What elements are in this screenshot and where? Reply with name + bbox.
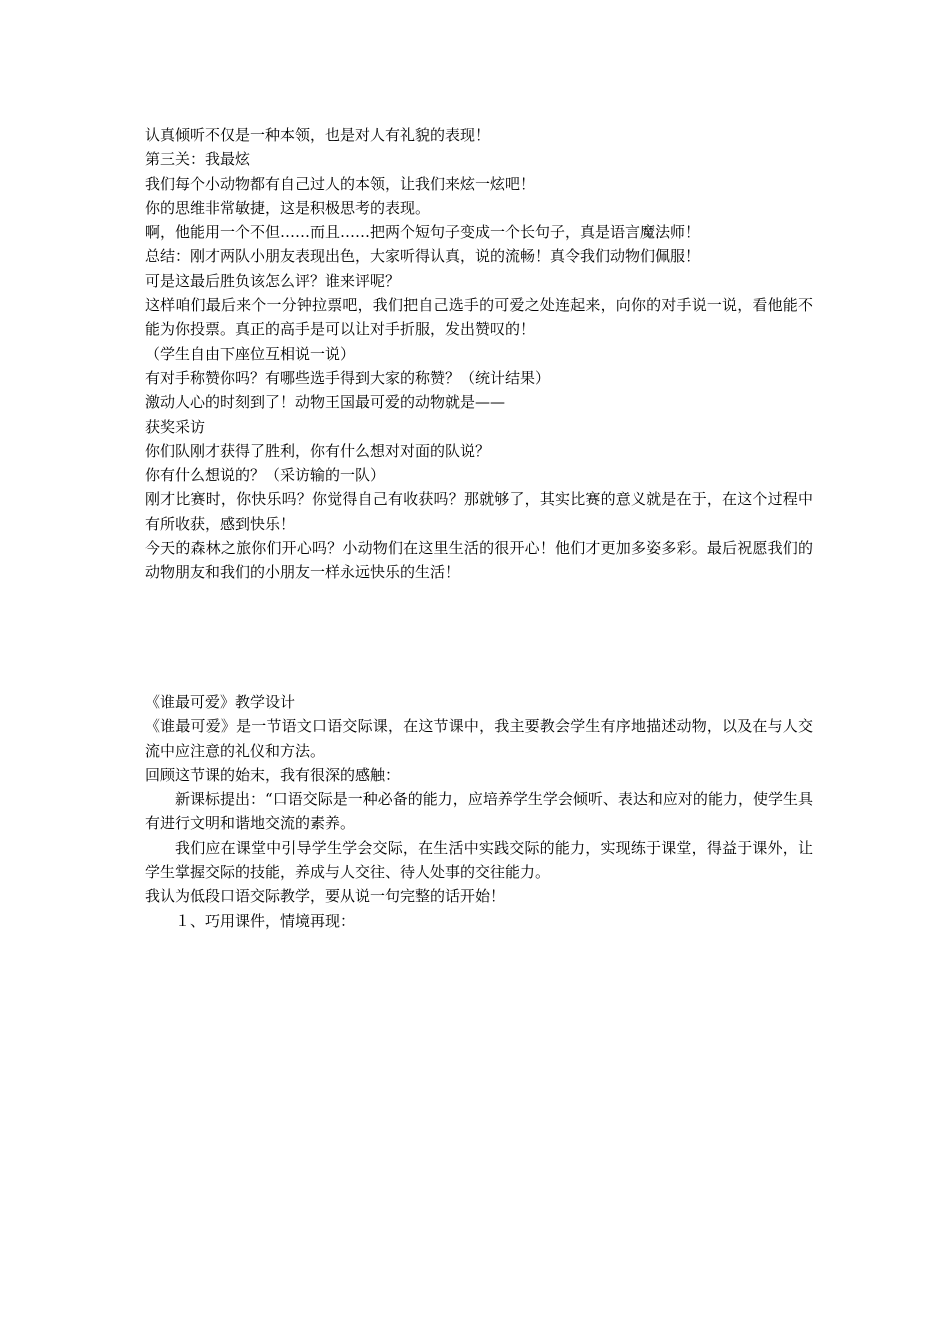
text-line: （学生自由下座位互相说一说） [145,344,356,363]
text-line: 可是这最后胜负该怎么评？谁来评呢？ [145,271,401,290]
numbered-item: １、巧用课件，情境再现： [175,911,356,930]
opinion-line: 我认为低段口语交际教学，要从说一句完整的话开始！ [145,887,506,906]
text-line: 我们每个小动物都有自己过人的本领，让我们来炫一炫吧！ [145,174,536,193]
text-line: 啊，他能用一个不但……而且……把两个短句子变成一个长句子，真是语言魔法师！ [145,223,701,242]
text-line: 有对手称赞你吗？有哪些选手得到大家的称赞？（统计结果） [145,368,551,387]
review-line: 回顾这节课的始末，我有很深的感触： [145,765,401,784]
text-paragraph: 这样咱们最后来个一分钟拉票吧，我们把自己选手的可爱之处连起来，向你的对手说一说，看他能不能为你投票。真正的高手是可以让对手折服，发出赞叹的！ [145,296,813,339]
stage-heading: 第三关：我最炫 [145,150,251,169]
text-line: 你们队刚才获得了胜利，你有什么想对对面的队说？ [145,441,491,460]
text-line: 你的思维非常敏捷，这是积极思考的表现。 [145,198,431,217]
practice-paragraph: 我们应在课堂中引导学生学会交际，在生活中实践交际的能力，实现练于课堂，得益于课外，让学生掌握交际的技能，养成与人交往、待人处事的交往能力。 [145,838,813,882]
text-paragraph: 今天的森林之旅你们开心吗？小动物们在这里生活的很开心！他们才更加多姿多彩。最后祝愿我们的动物朋友和我们的小朋友一样永远快乐的生活！ [145,539,813,582]
teaching-design-section [145,690,813,933]
text-line: 总结：刚才两队小朋友表现出色，大家听得认真，说的流畅！真令我们动物们佩服！ [145,247,701,266]
intro-paragraph: 《谁最可爱》是一节语文口语交际课，在这节课中，我主要教会学生有序地描述动物，以及在与人交流中应注意的礼仪和方法。 [145,717,813,760]
text-line: 激动人心的时刻到了！动物王国最可爱的动物就是—— [145,393,506,412]
stage-heading: 获奖采访 [145,417,206,436]
text-line: 认真倾听不仅是一种本领，也是对人有礼貌的表现！ [145,126,491,144]
text-paragraph: 刚才比赛时，你快乐吗？你觉得自己有收获吗？那就够了，其实比赛的意义就是在于，在这个过程中有所收获，感到快乐！ [145,490,813,533]
standard-paragraph: 新课标提出：“口语交际是一种必备的能力，应培养学生学会倾听、表达和应对的能力，使学生具有进行文明和谐地交流的素养。 [145,790,813,833]
lesson-script-section [145,123,813,585]
section-title: 《谁最可爱》教学设计 [145,693,296,711]
text-line: 你有什么想说的？（采访输的一队） [145,466,386,485]
